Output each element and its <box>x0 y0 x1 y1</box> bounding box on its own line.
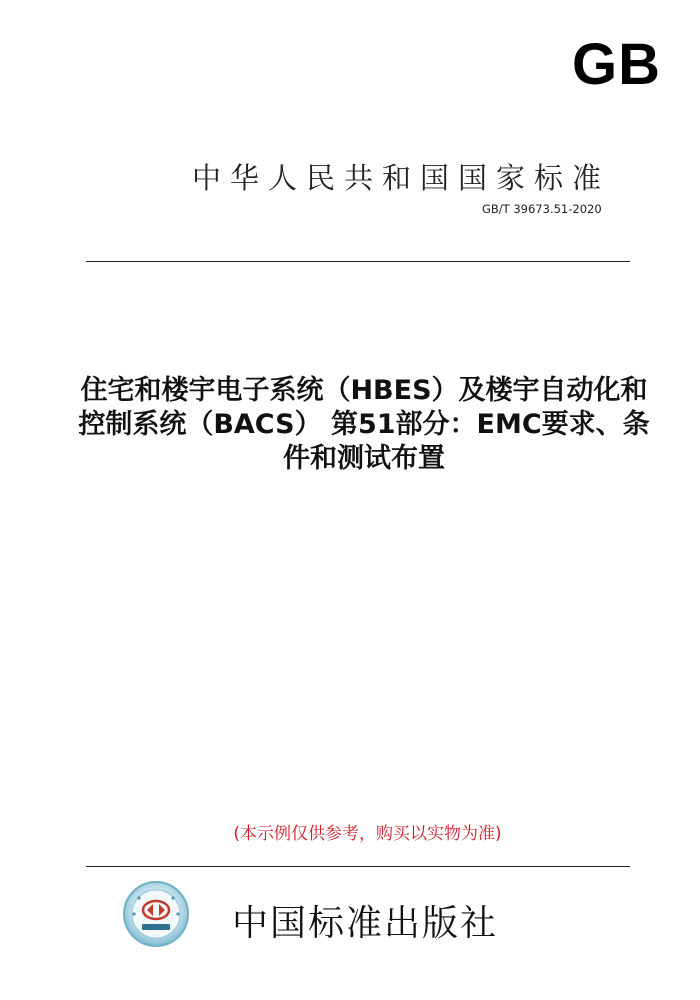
publisher-name: 中国标准出版社 <box>232 903 499 944</box>
document-title-line: 件和测试布置 <box>283 443 445 474</box>
standard-number: GB/T 39673.51-2020 <box>482 202 602 216</box>
standard-title: 中华人民共和国国家标准 <box>192 161 611 195</box>
document-title-line: 住宅和楼宇电子系统（HBES）及楼宇自动化和 <box>80 375 648 406</box>
gb-logo: GB <box>572 32 661 97</box>
bottom-divider <box>86 866 630 867</box>
document-title-line: 控制系统（BACS） 第51部分：EMC要求、条 <box>78 409 650 440</box>
publisher-seal-icon <box>122 880 190 948</box>
top-divider <box>86 261 630 262</box>
sample-notice: (本示例仅供参考，购买以实物为准) <box>233 824 502 844</box>
document-title <box>48 374 680 476</box>
